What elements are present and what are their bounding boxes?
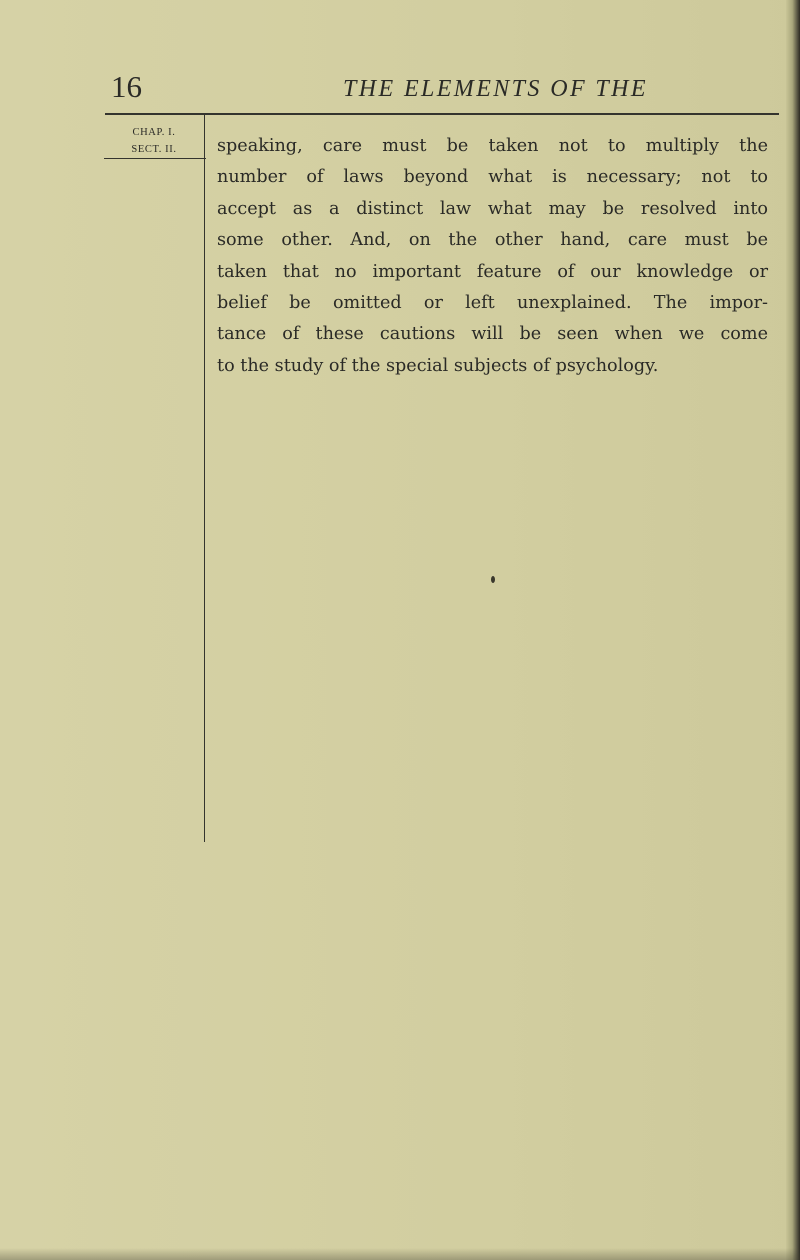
margin-note [109,124,199,159]
page-bottom-shadow [0,1248,800,1260]
text-line: tance of these cautions will be seen when we come [217,324,768,345]
section-label: SECT. II. [131,144,177,156]
text-line: belief be omitted or left unexplained. The impor- [217,293,768,314]
ink-speck [491,576,495,583]
body-paragraph [217,131,768,382]
text-line: accept as a distinct law what may be resolved into [217,198,768,219]
page-number: 16 [111,69,142,104]
text-line: some other. And, on the other hand, care must be [217,230,768,251]
text-line: to the study of the special subjects of psychology. [217,355,659,376]
column-divider [204,115,205,842]
margin-note-rule [104,158,206,159]
page-edge-shadow [786,0,800,1260]
running-title: THE ELEMENTS OF THE [343,76,648,102]
text-line: taken that no important feature of our knowledge or [217,261,768,282]
chapter-label: CHAP. I. [132,127,176,138]
text-line: number of laws beyond what is necessary; not to [217,167,768,188]
header-rule [105,113,779,115]
text-line: speaking, care must be taken not to multiply the [217,136,768,156]
